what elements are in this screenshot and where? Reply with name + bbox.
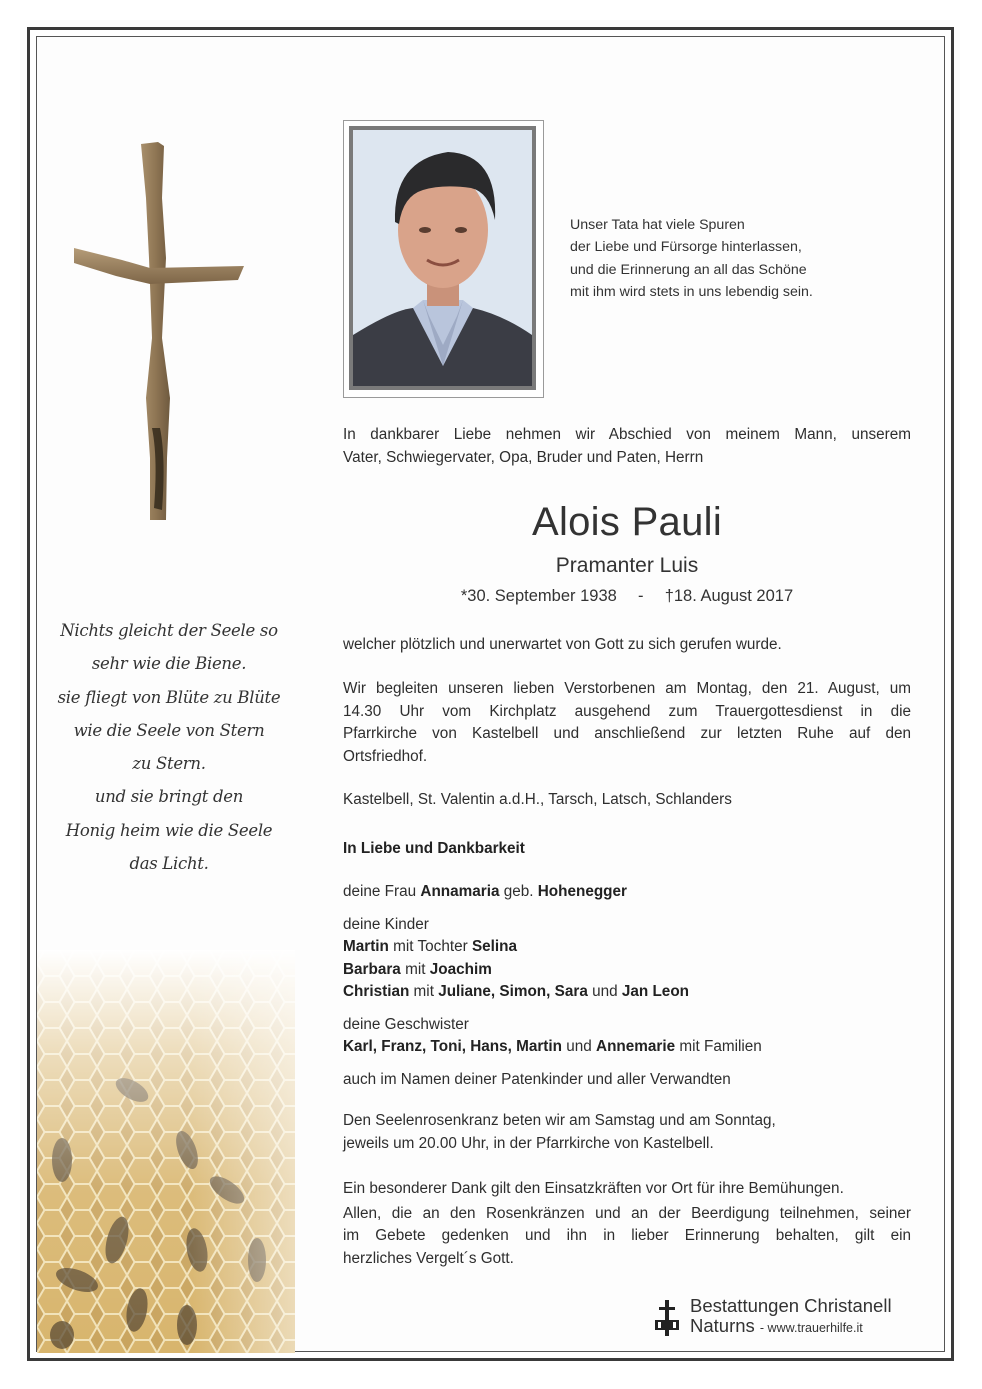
thanks-text xyxy=(343,1178,911,1270)
rosary-line: jeweils um 20.00 Uhr, in der Pfarrkirche von Kastelbell. xyxy=(343,1134,714,1152)
quote-line: und die Erinnerung an all das Schöne xyxy=(570,261,807,278)
deceased-block xyxy=(343,500,911,606)
birth-date: *30. September 1938 xyxy=(460,587,617,605)
thanks-line: im Gebete gedenken und ihn in lieber Erinnerung behalten, gilt ein xyxy=(343,1227,911,1244)
death-date: †18. August 2017 xyxy=(664,587,794,605)
quote-line: mit ihm wird stets in uns lebendig sein. xyxy=(570,283,813,300)
deceased-nickname: Pramanter Luis xyxy=(555,554,699,577)
quote-line: der Liebe und Fürsorge hinterlassen, xyxy=(570,239,802,256)
intro-line: In dankbarer Liebe nehmen wir Abschied von meinem Mann, unserem xyxy=(343,426,911,443)
child-line: Martin mit Tochter Selina xyxy=(343,938,517,955)
family-list xyxy=(343,881,911,1091)
funeral-text xyxy=(343,678,911,768)
funeral-line: Ortsfriedhof. xyxy=(343,747,428,765)
intro-line: Vater, Schwiegervater, Opa, Bruder und Paten, Herrn xyxy=(343,448,704,466)
quote xyxy=(570,214,813,303)
love-heading: In Liebe und Dankbarkeit xyxy=(343,840,525,857)
godchildren-line: auch im Namen deiner Patenkinder und aller Verwandten xyxy=(343,1070,731,1088)
date-separator: - xyxy=(638,587,644,605)
child-line: Christian mit Juliane, Simon, Sara und Jan Leon xyxy=(343,983,690,1000)
poem-line: und sie bringt den xyxy=(94,787,244,807)
intro xyxy=(343,424,911,469)
funeral-line: Pfarrkirche von Kastelbell und anschließend zur letzten Ruhe auf den xyxy=(343,725,911,742)
thanks-line: Ein besonderer Dank gilt den Einsatzkräften vor Ort für ihre Bemühungen. xyxy=(343,1180,844,1197)
siblings-line: Karl, Franz, Toni, Hans, Martin und Annemarie mit Familien xyxy=(343,1038,762,1055)
poem-line: sehr wie die Biene. xyxy=(91,654,247,674)
poem-line: Honig heim wie die Seele xyxy=(65,820,273,840)
rosary-line: Den Seelenrosenkranz beten wir am Samstag und am Sonntag, xyxy=(343,1112,776,1129)
portrait-frame xyxy=(343,120,544,398)
children-label: deine Kinder xyxy=(343,915,429,933)
company-town-line xyxy=(690,1315,863,1337)
funeral-home-logo xyxy=(650,1294,920,1342)
quote-line: Unser Tata hat viele Spuren xyxy=(570,217,745,233)
portrait-photo xyxy=(353,130,532,386)
company-website[interactable]: - www.trauerhilfe.it xyxy=(759,1321,863,1335)
wooden-cross-image xyxy=(66,138,256,528)
wife-line: deine Frau Annamaria geb. Hohenegger xyxy=(343,883,627,900)
company-town: Naturns xyxy=(690,1315,755,1336)
thanks-line: herzliches Vergelt´s Gott. xyxy=(343,1249,514,1267)
called-text: welcher plötzlich und unerwartet von Gott zu sich gerufen wurde. xyxy=(343,636,782,653)
siblings-label: deine Geschwister xyxy=(343,1015,469,1033)
company-name: Bestattungen Christanell xyxy=(690,1295,892,1316)
deceased-name: Alois Pauli xyxy=(531,500,723,544)
poem-line: zu Stern. xyxy=(132,754,206,774)
life-dates xyxy=(343,587,911,606)
funeral-line: Wir begleiten unseren lieben Verstorbenen am Montag, den 21. August, um xyxy=(343,680,911,697)
honeycomb-bees-image xyxy=(37,950,295,1353)
poem-line: das Licht. xyxy=(129,854,209,874)
thanks-line: Allen, die an den Rosenkränzen und an der Beerdigung teilnehmen, seiner xyxy=(343,1204,911,1222)
ihs-cross-icon xyxy=(652,1298,682,1338)
poem-line: wie die Seele von Stern xyxy=(73,720,265,740)
poem-line: Nichts gleicht der Seele so xyxy=(60,621,278,640)
poem-line: sie fliegt von Blüte zu Blüte xyxy=(57,687,281,707)
funeral-line: 14.30 Uhr vom Kirchplatz ausgehend zum Trauergottesdienst in die xyxy=(343,702,911,720)
places-text: Kastelbell, St. Valentin a.d.H., Tarsch, Latsch, Schlanders xyxy=(343,791,732,808)
rosary-text xyxy=(343,1110,911,1155)
poem xyxy=(38,614,300,880)
child-line: Barbara mit Joachim xyxy=(343,960,492,978)
